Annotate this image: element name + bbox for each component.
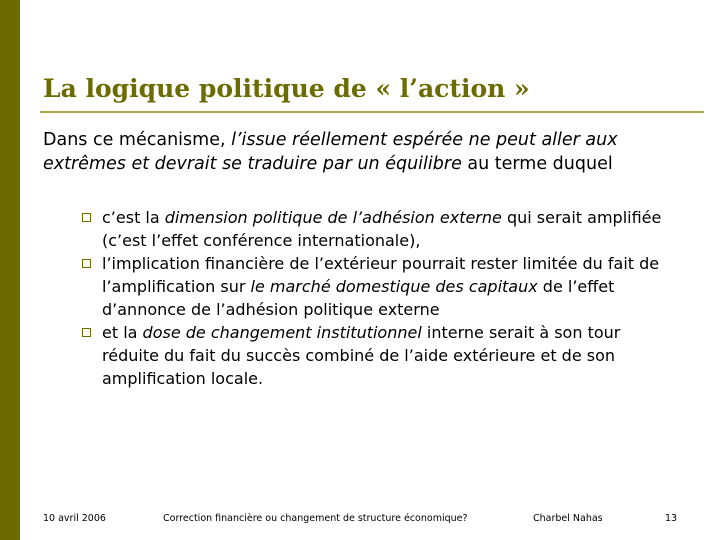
bullet-text-italic: dose de changement institutionnel	[142, 323, 422, 342]
footer-date: 10 avril 2006	[43, 513, 106, 524]
page-number: 13	[665, 513, 678, 524]
bullet-text: c’est la	[102, 208, 165, 227]
side-bar	[0, 0, 20, 540]
bullet-text-italic: dimension politique de l’adhésion externe	[164, 208, 502, 227]
bullet-item	[102, 206, 680, 252]
square-bullet-icon	[82, 213, 91, 222]
bullet-text: interne serait à son tour réduite du fait du succès combiné de l’aide extérieure et de son amplification locale.	[102, 323, 621, 388]
bullet-text: l’implication financière de l’extérieur pourrait rester limitée du fait de l’amplification sur	[102, 254, 660, 296]
footer-author: Charbel Nahas	[533, 513, 603, 524]
bullet-item	[102, 321, 680, 390]
bullet-text: de l’effet d’annonce de l’adhésion politique externe	[102, 277, 615, 319]
square-bullet-icon	[82, 259, 91, 268]
intro-text: Dans ce mécanisme,	[43, 130, 232, 150]
bullet-text-italic: le marché domestique des capitaux	[250, 277, 538, 296]
intro-text-italic: l’issue réellement espérée ne peut aller aux extrêmes et devrait se traduire par un équilibre	[43, 130, 618, 174]
title-divider	[40, 111, 704, 113]
slide-title: La logique politique de « l’action »	[43, 74, 530, 103]
bullet-item	[102, 252, 680, 321]
intro-paragraph	[43, 128, 693, 176]
square-bullet-icon	[82, 328, 91, 337]
bullet-text: qui serait amplifiée (c’est l’effet conférence internationale),	[102, 208, 662, 250]
bullet-text: et la	[102, 323, 143, 342]
bullet-list	[80, 206, 680, 390]
footer-title: Correction financière ou changement de structure économique?	[163, 513, 468, 524]
intro-text: au terme duquel	[461, 154, 613, 174]
